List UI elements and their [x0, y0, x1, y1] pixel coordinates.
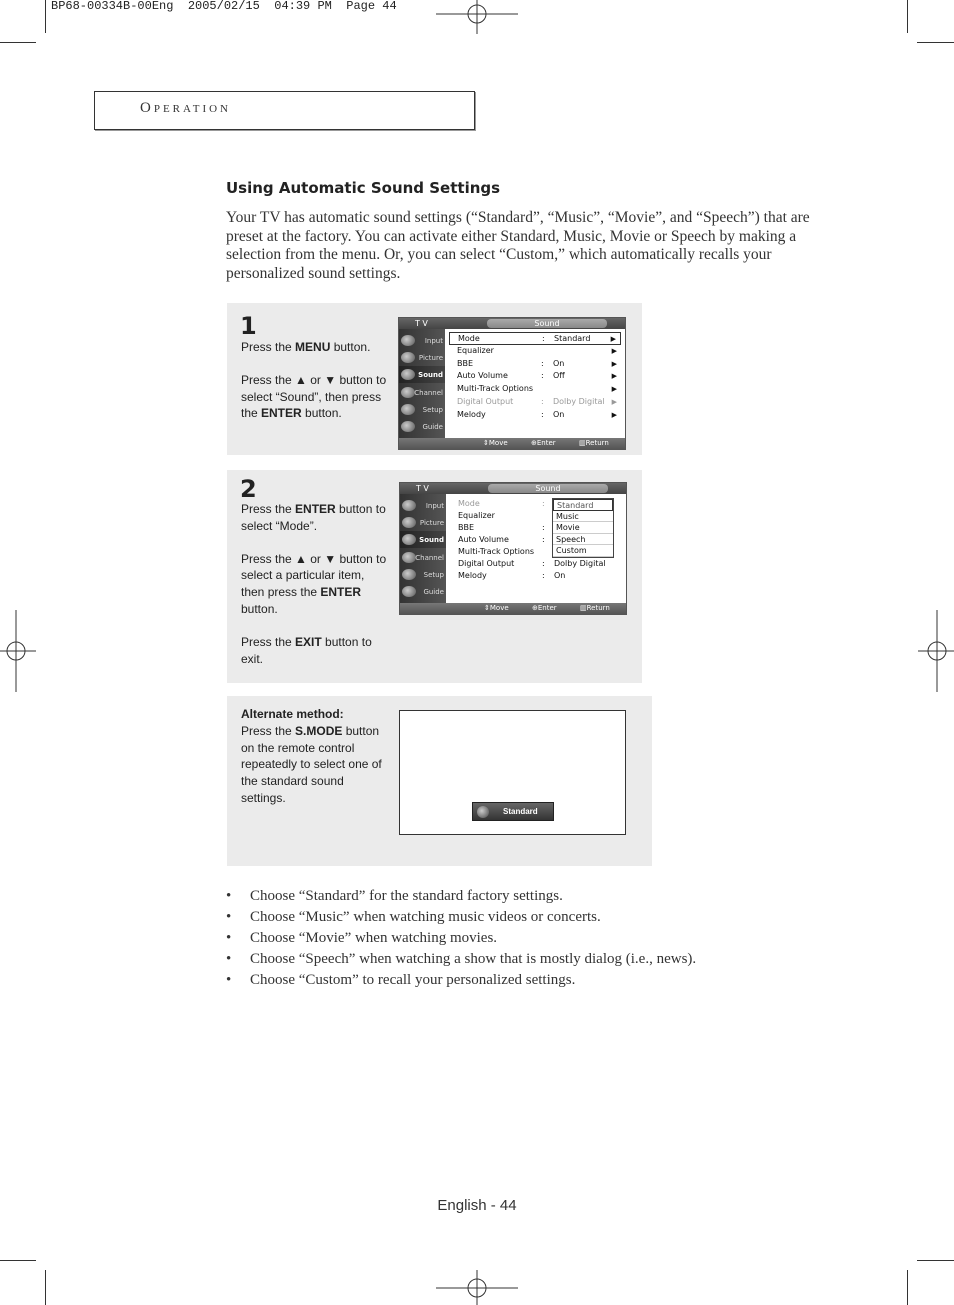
move-hint: ⇕ Move [484, 604, 509, 612]
menu-row-mode: Mode : [458, 499, 545, 508]
side-item-sound: Sound [399, 366, 445, 383]
arrow-right-icon: ▶ [611, 410, 617, 419]
registration-mark-right [918, 610, 954, 692]
arrow-right-icon: ▶ [611, 385, 617, 394]
sound-icon [402, 534, 416, 545]
dropdown-item-custom: Custom [553, 545, 613, 557]
side-item-guide: Guide [399, 418, 445, 435]
alternate-instructions: Alternate method: Press the S.MODE button on the remote control repeatedly to select one of the standard sound settings. [241, 707, 382, 805]
menu-row-digital-output: Digital Output : Dolby Digital [458, 559, 606, 568]
list-item: • Choose “Custom” to recall your personalized settings. [226, 970, 696, 991]
menu-row-digital-output: Digital Output : Dolby Digital ▶ [449, 396, 621, 409]
sound-tab: Sound [487, 319, 607, 328]
setup-icon [401, 404, 415, 415]
side-item-input: Input [399, 332, 445, 349]
return-hint: ▥ Return [579, 439, 609, 447]
side-item-picture: Picture [400, 514, 446, 531]
sound-icon [477, 806, 489, 818]
return-hint: ▥ Return [580, 604, 610, 612]
registration-mark-left [0, 610, 36, 692]
step1-instructions: Press the MENU button. Press the ▲ or ▼ button to select “Sound”, then press the ENTER button. [241, 340, 387, 421]
sound-mode-banner: Standard [472, 802, 554, 821]
input-icon [402, 500, 416, 511]
crop-mark [917, 1260, 954, 1261]
alternate-title: Alternate method: [241, 707, 344, 721]
dropdown-item-standard: Standard [553, 499, 613, 511]
picture-icon [402, 517, 416, 528]
step1-number: 1 [240, 312, 257, 340]
menu-row-melody: Melody : On ▶ [449, 409, 621, 422]
registration-mark-top [436, 0, 518, 34]
move-hint: ⇕ Move [483, 439, 508, 447]
side-item-channel: Channel [400, 549, 446, 566]
arrow-right-icon: ▶ [610, 335, 616, 343]
setup-icon [402, 569, 416, 580]
menu-row-bbe: BBE : On ▶ [449, 358, 621, 371]
mode-bullet-list [226, 886, 696, 991]
print-header: BP68-00334B-00Eng 2005/02/15 04:39 PM Page 44 [51, 0, 397, 13]
menu-row-multi-track: Multi-Track Options ▶ [449, 383, 621, 396]
menu-row-multi-track: Multi-Track Options [458, 547, 535, 556]
arrow-right-icon: ▶ [611, 372, 617, 381]
crop-mark [0, 1260, 36, 1261]
crop-mark [45, 0, 46, 33]
tv-label: T V [415, 319, 428, 328]
crop-mark [45, 1270, 46, 1305]
side-item-guide: Guide [400, 583, 446, 600]
enter-hint: ⊕ Enter [532, 604, 557, 612]
tv-label: T V [416, 484, 429, 493]
dropdown-item-movie: Movie [553, 522, 613, 534]
guide-icon [401, 421, 415, 432]
arrow-right-icon: ▶ [611, 359, 617, 368]
picture-icon [401, 352, 415, 363]
crop-mark [907, 1270, 908, 1305]
menu-row-equalizer: Equalizer [458, 511, 495, 520]
arrow-right-icon: ▶ [611, 346, 617, 355]
enter-hint: ⊕ Enter [531, 439, 556, 447]
menu-row-mode: Mode : Standard ▶ [449, 332, 621, 345]
list-item: • Choose “Movie” when watching movies. [226, 928, 696, 949]
dropdown-item-speech: Speech [553, 534, 613, 546]
menu-row-equalizer: Equalizer ▶ [449, 345, 621, 358]
list-item: • Choose “Music” when watching music videos or concerts. [226, 907, 696, 928]
step2-instructions: Press the ENTER button to select “Mode”. Press the ▲ or ▼ button to select a particular item, then press the ENTER button. Press the EXIT button to exit. [241, 502, 387, 666]
page-heading: Using Automatic Sound Settings [226, 179, 501, 197]
mode-dropdown [552, 498, 614, 558]
dropdown-item-music: Music [553, 511, 613, 523]
channel-icon [401, 387, 415, 398]
menu-row-bbe: BBE : [458, 523, 545, 532]
menu-row-melody: Melody : On [458, 571, 566, 580]
crop-mark [917, 42, 954, 43]
step2-number: 2 [240, 475, 257, 503]
menu-row-auto-volume: Auto Volume : Off ▶ [449, 370, 621, 383]
side-item-channel: Channel [399, 384, 445, 401]
side-item-setup: Setup [400, 566, 446, 583]
list-item: • Choose “Speech” when watching a show that is mostly dialog (i.e., news). [226, 949, 696, 970]
intro-paragraph: Your TV has automatic sound settings (“Standard”, “Music”, “Movie”, and “Speech”) that are preset at the factory. You can activate either Standard, Music, Movie or Speech by making a selection from the menu. Or, you can select “Custom,” which automatically recalls your personalized sound settings. [226, 209, 810, 282]
registration-mark-bottom [436, 1270, 518, 1305]
list-item: • Choose “Standard” for the standard factory settings. [226, 886, 696, 907]
guide-icon [402, 586, 416, 597]
side-item-input: Input [400, 497, 446, 514]
page-footer: English - 44 [437, 1197, 517, 1214]
sound-tab: Sound [488, 484, 608, 493]
tv-menu-screen-2 [399, 482, 627, 615]
section-title: Operation [140, 100, 232, 116]
menu-row-auto-volume: Auto Volume : [458, 535, 545, 544]
tv-screen-smode [399, 710, 626, 835]
tv-menu-screen-1 [398, 317, 626, 450]
crop-mark [0, 42, 36, 43]
crop-mark [907, 0, 908, 33]
sound-icon [401, 369, 415, 380]
side-item-setup: Setup [399, 401, 445, 418]
input-icon [401, 335, 415, 346]
side-item-picture: Picture [399, 349, 445, 366]
arrow-right-icon: ▶ [611, 397, 617, 406]
side-item-sound: Sound [400, 531, 446, 548]
channel-icon [402, 552, 416, 563]
